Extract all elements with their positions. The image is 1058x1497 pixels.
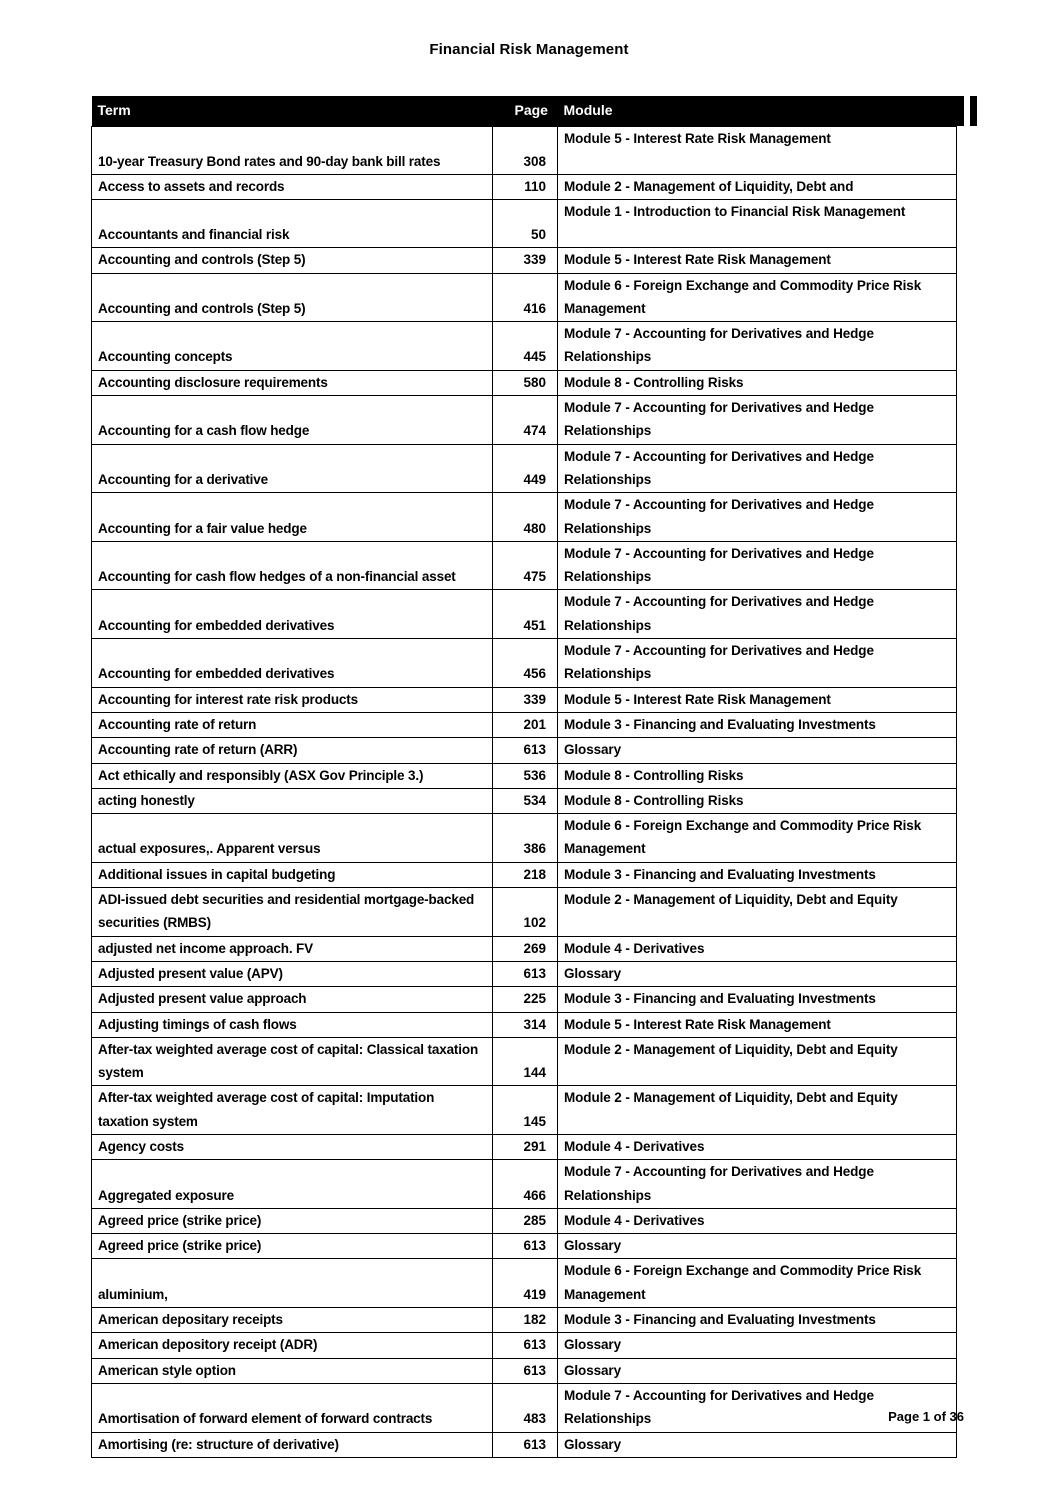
column-header-module [558, 96, 957, 127]
table-row [92, 788, 957, 813]
cell-module: Module 7 - Accounting for Derivatives and Hedge Relationships [558, 590, 957, 639]
cell-page: 201 [493, 712, 558, 737]
cell-term: American depositary receipts [92, 1308, 493, 1333]
cell-module: Module 5 - Interest Rate Risk Management [558, 687, 957, 712]
table-row [92, 687, 957, 712]
cell-term: American style option [92, 1358, 493, 1383]
cell-page: 339 [493, 687, 558, 712]
cell-term: aluminium, [92, 1259, 493, 1308]
table-row [92, 1160, 957, 1209]
table-row [92, 444, 957, 493]
cell-page: 285 [493, 1208, 558, 1233]
cell-term: Accounting for a cash flow hedge [92, 396, 493, 445]
cell-module: Module 3 - Financing and Evaluating Investments [558, 987, 957, 1012]
cell-module: Module 2 - Management of Liquidity, Debt and Equity [558, 1037, 957, 1086]
cell-module: Module 3 - Financing and Evaluating Investments [558, 862, 957, 887]
cell-module: Module 7 - Accounting for Derivatives and Hedge Relationships [558, 396, 957, 445]
cell-term: Agreed price (strike price) [92, 1234, 493, 1259]
cell-module: Module 7 - Accounting for Derivatives and Hedge Relationships [558, 639, 957, 688]
cell-term: Accounting concepts [92, 322, 493, 371]
cell-module: Module 7 - Accounting for Derivatives and Hedge Relationships [558, 1383, 957, 1432]
cell-module: Module 7 - Accounting for Derivatives and Hedge Relationships [558, 493, 957, 542]
cell-page: 144 [493, 1037, 558, 1086]
cell-term: Accounting for embedded derivatives [92, 639, 493, 688]
table-row [92, 1134, 957, 1159]
table-row [92, 738, 957, 763]
cell-page: 218 [493, 862, 558, 887]
cell-page: 419 [493, 1259, 558, 1308]
cell-page: 291 [493, 1134, 558, 1159]
cell-module: Glossary [558, 961, 957, 986]
cell-page: 613 [493, 1234, 558, 1259]
cell-module: Module 2 - Management of Liquidity, Debt and [558, 175, 957, 200]
cell-term: Agency costs [92, 1134, 493, 1159]
table-row [92, 712, 957, 737]
cell-module: Module 2 - Management of Liquidity, Debt and Equity [558, 1086, 957, 1135]
cell-term: Accounting for interest rate risk products [92, 687, 493, 712]
cell-term: actual exposures,. Apparent versus [92, 814, 493, 863]
cell-page: 449 [493, 444, 558, 493]
cell-module: Module 4 - Derivatives [558, 1134, 957, 1159]
cell-page: 314 [493, 1012, 558, 1037]
header-bar-overhang [957, 96, 964, 126]
column-header-module-label: Module [563, 102, 613, 118]
index-table-container [91, 96, 956, 1458]
cell-module: Glossary [558, 738, 957, 763]
cell-module: Module 5 - Interest Rate Risk Management [558, 127, 957, 175]
table-row [92, 888, 957, 937]
cell-term: Act ethically and responsibly (ASX Gov Principle 3.) [92, 763, 493, 788]
table-row [92, 639, 957, 688]
cell-page: 466 [493, 1160, 558, 1209]
cell-module: Module 7 - Accounting for Derivatives and Hedge Relationships [558, 1160, 957, 1209]
cell-module: Module 8 - Controlling Risks [558, 763, 957, 788]
table-row [92, 273, 957, 322]
cell-term: Adjusting timings of cash flows [92, 1012, 493, 1037]
table-row [92, 1358, 957, 1383]
cell-page: 182 [493, 1308, 558, 1333]
table-row [92, 396, 957, 445]
cell-module: Module 7 - Accounting for Derivatives and Hedge Relationships [558, 444, 957, 493]
header-bar-notch [970, 96, 977, 126]
cell-module: Module 8 - Controlling Risks [558, 370, 957, 395]
cell-page: 580 [493, 370, 558, 395]
cell-module: Module 4 - Derivatives [558, 936, 957, 961]
cell-term: ADI-issued debt securities and residential mortgage-backed securities (RMBS) [92, 888, 493, 937]
cell-module: Module 2 - Management of Liquidity, Debt and Equity [558, 888, 957, 937]
index-table [91, 96, 957, 1458]
cell-term: American depository receipt (ADR) [92, 1333, 493, 1358]
cell-term: 10-year Treasury Bond rates and 90-day bank bill rates [92, 127, 493, 175]
cell-page: 480 [493, 493, 558, 542]
cell-term: Adjusted present value approach [92, 987, 493, 1012]
cell-module: Glossary [558, 1358, 957, 1383]
cell-term: Access to assets and records [92, 175, 493, 200]
cell-page: 445 [493, 322, 558, 371]
cell-page: 225 [493, 987, 558, 1012]
index-table-header [92, 96, 957, 127]
cell-page: 102 [493, 888, 558, 937]
cell-page: 339 [493, 248, 558, 273]
cell-term: Amortisation of forward element of forward contracts [92, 1383, 493, 1432]
cell-page: 269 [493, 936, 558, 961]
cell-page: 474 [493, 396, 558, 445]
cell-page: 475 [493, 541, 558, 590]
table-row [92, 961, 957, 986]
table-row [92, 1208, 957, 1233]
cell-term: Accounting rate of return (ARR) [92, 738, 493, 763]
cell-module: Module 7 - Accounting for Derivatives and Hedge Relationships [558, 322, 957, 371]
cell-module: Module 1 - Introduction to Financial Risk Management [558, 200, 957, 248]
cell-term: Additional issues in capital budgeting [92, 862, 493, 887]
table-row [92, 590, 957, 639]
cell-term: Aggregated exposure [92, 1160, 493, 1209]
cell-module: Glossary [558, 1432, 957, 1457]
cell-term: Adjusted present value (APV) [92, 961, 493, 986]
cell-page: 110 [493, 175, 558, 200]
cell-term: Accounting disclosure requirements [92, 370, 493, 395]
cell-term: After-tax weighted average cost of capital: Imputation taxation system [92, 1086, 493, 1135]
cell-page: 536 [493, 763, 558, 788]
cell-page: 534 [493, 788, 558, 813]
cell-module: Module 8 - Controlling Risks [558, 788, 957, 813]
cell-page: 456 [493, 639, 558, 688]
cell-page: 483 [493, 1383, 558, 1432]
cell-term: Accounting rate of return [92, 712, 493, 737]
cell-term: adjusted net income approach. FV [92, 936, 493, 961]
table-row [92, 541, 957, 590]
table-row [92, 493, 957, 542]
cell-page: 416 [493, 273, 558, 322]
cell-term: After-tax weighted average cost of capital: Classical taxation system [92, 1037, 493, 1086]
table-row [92, 1333, 957, 1358]
cell-term: Accounting for a fair value hedge [92, 493, 493, 542]
table-row [92, 370, 957, 395]
cell-term: acting honestly [92, 788, 493, 813]
cell-page: 613 [493, 961, 558, 986]
table-row [92, 1308, 957, 1333]
cell-term: Agreed price (strike price) [92, 1208, 493, 1233]
header-row [92, 96, 957, 127]
cell-module: Module 5 - Interest Rate Risk Management [558, 1012, 957, 1037]
table-row [92, 127, 957, 175]
cell-module: Module 6 - Foreign Exchange and Commodity Price Risk Management [558, 814, 957, 863]
cell-page: 613 [493, 1358, 558, 1383]
cell-page: 613 [493, 738, 558, 763]
cell-page: 50 [493, 200, 558, 248]
cell-page: 386 [493, 814, 558, 863]
cell-term: Accountants and financial risk [92, 200, 493, 248]
cell-term: Accounting for cash flow hedges of a non-financial asset [92, 541, 493, 590]
cell-term: Accounting for embedded derivatives [92, 590, 493, 639]
cell-term: Amortising (re: structure of derivative) [92, 1432, 493, 1457]
cell-module: Module 3 - Financing and Evaluating Investments [558, 1308, 957, 1333]
cell-page: 613 [493, 1432, 558, 1457]
cell-module: Module 4 - Derivatives [558, 1208, 957, 1233]
table-row [92, 987, 957, 1012]
cell-module: Module 6 - Foreign Exchange and Commodity Price Risk Management [558, 273, 957, 322]
cell-term: Accounting and controls (Step 5) [92, 248, 493, 273]
table-row [92, 1259, 957, 1308]
table-row [92, 1012, 957, 1037]
table-row [92, 1086, 957, 1135]
table-row [92, 1234, 957, 1259]
table-row [92, 200, 957, 248]
cell-page: 145 [493, 1086, 558, 1135]
cell-page: 613 [493, 1333, 558, 1358]
cell-module: Glossary [558, 1333, 957, 1358]
table-row [92, 936, 957, 961]
table-row [92, 175, 957, 200]
index-table-body [92, 127, 957, 1458]
cell-module: Glossary [558, 1234, 957, 1259]
page-footer: Page 1 of 36 [888, 1409, 964, 1424]
column-header-term: Term [92, 96, 493, 127]
table-row [92, 322, 957, 371]
table-row [92, 763, 957, 788]
column-header-page: Page [493, 96, 558, 127]
cell-module: Module 5 - Interest Rate Risk Management [558, 248, 957, 273]
cell-module: Module 6 - Foreign Exchange and Commodity Price Risk Management [558, 1259, 957, 1308]
cell-page: 308 [493, 127, 558, 175]
cell-page: 451 [493, 590, 558, 639]
table-row [92, 1037, 957, 1086]
table-row [92, 862, 957, 887]
cell-module: Module 3 - Financing and Evaluating Investments [558, 712, 957, 737]
table-row [92, 248, 957, 273]
cell-module: Module 7 - Accounting for Derivatives and Hedge Relationships [558, 541, 957, 590]
page-header-title: Financial Risk Management [429, 41, 629, 58]
cell-term: Accounting and controls (Step 5) [92, 273, 493, 322]
cell-term: Accounting for a derivative [92, 444, 493, 493]
table-row [92, 1432, 957, 1457]
table-row [92, 814, 957, 863]
